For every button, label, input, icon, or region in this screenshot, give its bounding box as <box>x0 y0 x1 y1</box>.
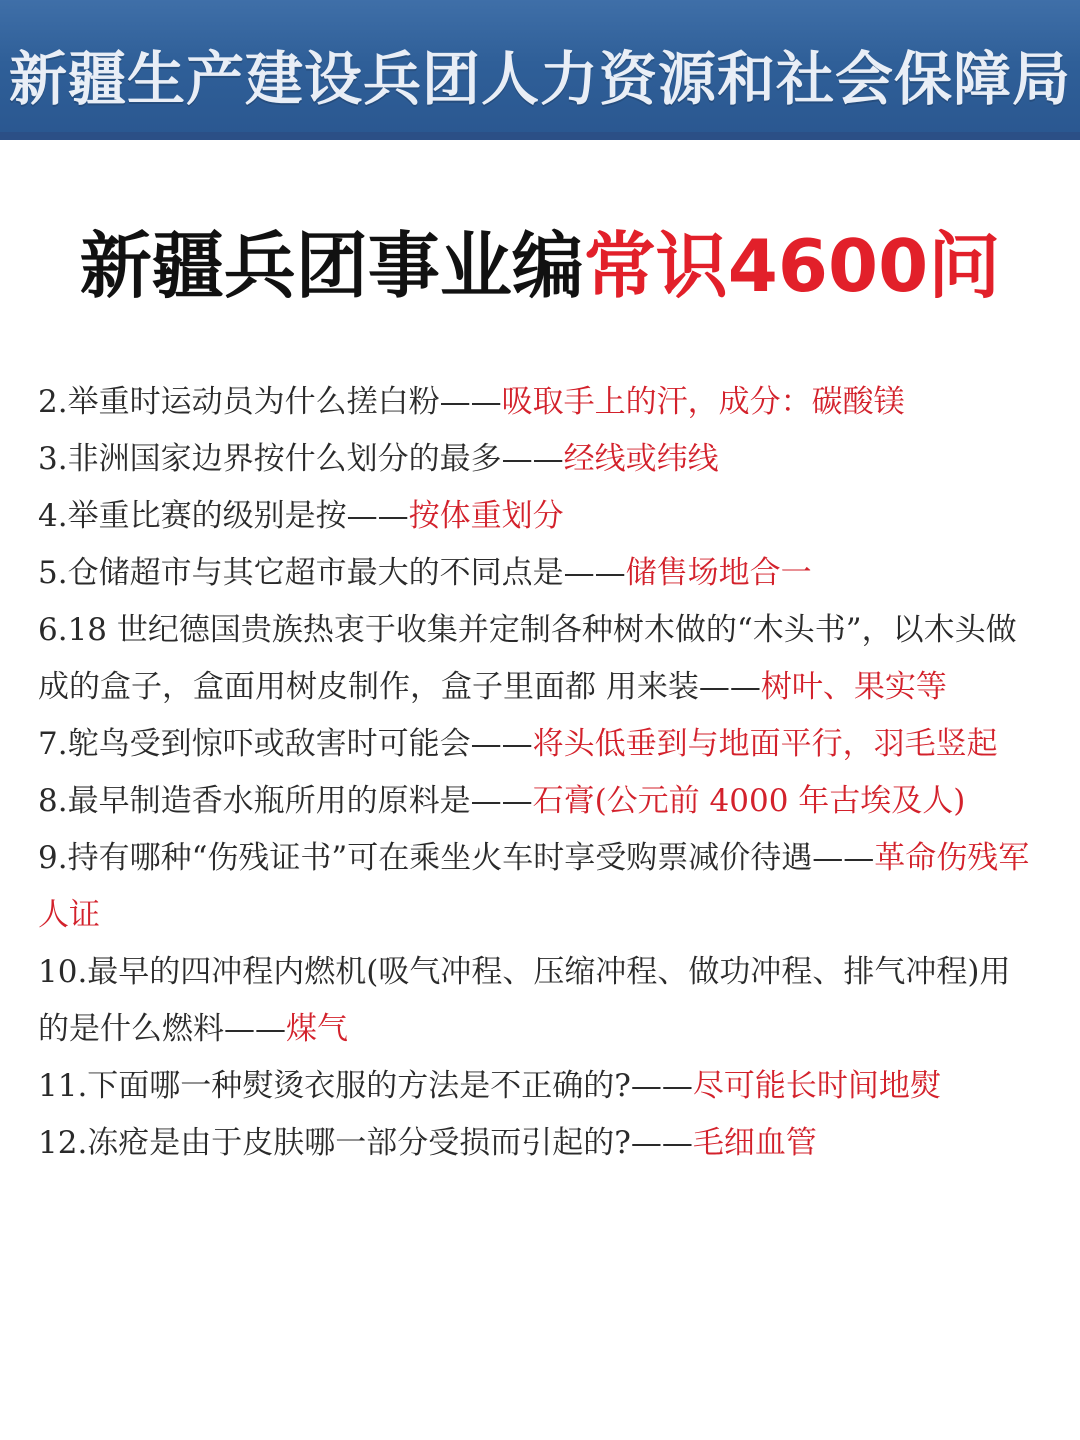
question: 7.鸵鸟受到惊吓或敌害时可能会—— <box>38 726 533 762</box>
answer: 树叶、果实等 <box>760 669 947 705</box>
qa-item <box>38 1058 1038 1115</box>
question: 3.非洲国家边界按什么划分的最多—— <box>38 441 564 477</box>
qa-item <box>38 602 1038 716</box>
answer: 石膏(公元前 4000 年古埃及人) <box>532 783 966 819</box>
answer: 按体重划分 <box>408 498 564 534</box>
banner-title: 新疆生产建设兵团人力资源和社会保障局 <box>8 45 1071 113</box>
header-banner <box>0 0 1080 140</box>
page-title-accent: 常识4600问 <box>583 224 1001 308</box>
qa-item <box>38 773 1038 830</box>
qa-item <box>38 830 1038 944</box>
question: 12.冻疮是由于皮肤哪一部分受损而引起的?—— <box>38 1125 693 1161</box>
answer: 经线或纬线 <box>563 441 719 477</box>
question: 11.下面哪一种熨烫衣服的方法是不正确的?—— <box>38 1068 693 1104</box>
qa-item <box>38 1115 1038 1172</box>
question: 6.18 世纪德国贵族热衷于收集并定制各种树木做的“木头书”，以木头做成的盒子，盒面用树皮制作，盒子里面都 用来装—— <box>38 612 1017 705</box>
question: 9.持有哪种“伤残证书”可在乘坐火车时享受购票减价待遇—— <box>38 840 875 876</box>
question: 5.仓储超市与其它超市最大的不同点是—— <box>38 555 626 591</box>
qa-item <box>38 488 1038 545</box>
answer: 革命伤残军人证 <box>38 840 1030 933</box>
qa-item <box>38 716 1038 773</box>
qa-item <box>38 944 1038 1058</box>
question: 8.最早制造香水瓶所用的原料是—— <box>38 783 533 819</box>
page-title <box>0 208 1080 312</box>
answer: 储售场地合一 <box>625 555 812 591</box>
qa-list <box>38 374 1038 1172</box>
answer: 尽可能长时间地熨 <box>692 1068 941 1104</box>
qa-item <box>38 374 1038 431</box>
answer: 煤气 <box>286 1011 348 1047</box>
question: 4.举重比赛的级别是按—— <box>38 498 409 534</box>
answer: 毛细血管 <box>692 1125 817 1161</box>
question: 2.举重时运动员为什么搓白粉—— <box>38 384 502 420</box>
answer: 吸取手上的汗，成分：碳酸镁 <box>501 384 905 420</box>
answer: 将头低垂到与地面平行，羽毛竖起 <box>532 726 998 762</box>
question: 10.最早的四冲程内燃机(吸气冲程、压缩冲程、做功冲程、排气冲程)用的是什么燃料—— <box>38 954 1011 1047</box>
qa-item <box>38 545 1038 602</box>
page-title-prefix: 新疆兵团事业编 <box>79 224 584 308</box>
qa-item <box>38 431 1038 488</box>
